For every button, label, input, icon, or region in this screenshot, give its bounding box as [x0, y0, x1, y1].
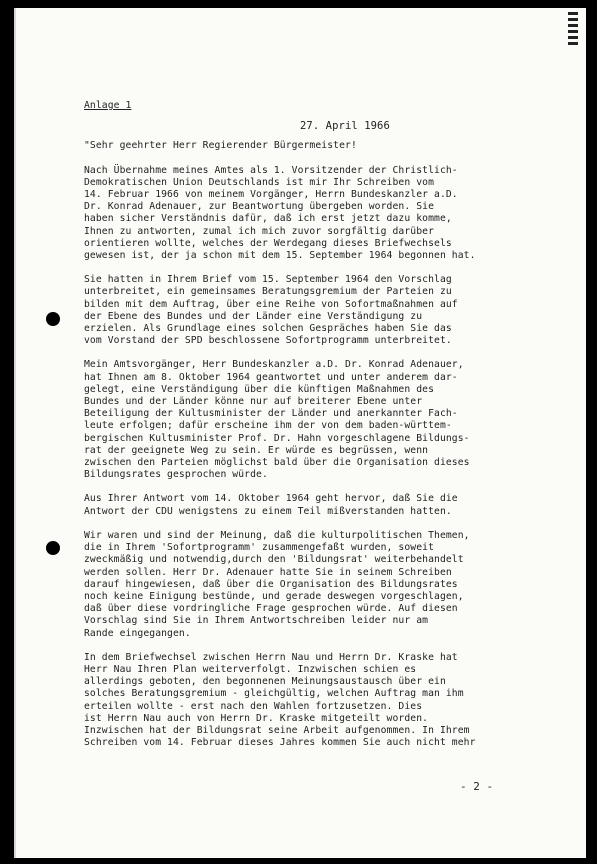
attachment-label: Anlage 1	[84, 100, 132, 111]
page-number: - 2 -	[460, 780, 494, 793]
punch-hole-top	[46, 312, 60, 326]
letter-date: 27. April 1966	[300, 120, 390, 133]
salutation: "Sehr geehrter Herr Regierender Bürgermeister!	[84, 140, 357, 152]
paragraph: Nach Übernahme meines Amtes als 1. Vorsitzender der Christlich- Demokratischen Union Deutschlands ist mir Ihr Schreiben vom 14. Februar 1966 von meinem Vorgänger, Herrn Bundeskanzler a.D. Dr. Konrad Adenauer, zur Beantwortung übergeben worden. Sie haben sicher Verständnis dafür, daß ich erst jetzt dazu komme, Ihnen zu antworten, zumal ich mich zuvor sorgfältig darüber orientieren wollte, welches der Werdegang dieses Briefwechsels gewesen ist, der ja schon mit dem 15. September 1964 begonnen hat.	[84, 164, 476, 262]
paragraph: In dem Briefwechsel zwischen Herrn Nau und Herrn Dr. Kraske hat Herr Nau Ihren Plan weiterverfolgt. Inzwischen schien es allerdings geboten, den begonnenen Meinungsaustausch über ein solches Beratungsgremium - gleichgültig, welchen Auftrag man ihm erteilen wollte - erst nach den Wahlen fortzusetzen. Dies ist Herrn Nau auch von Herrn Dr. Kraske mitgeteilt worden. Inzwischen hat der Bildungsrat seine Arbeit aufgenommen. In Ihrem Schreiben vom 14. Februar dieses Jahres kommen Sie auch nicht mehr	[84, 651, 476, 749]
scan-edge-mark	[568, 12, 578, 46]
paragraph: Aus Ihrer Antwort vom 14. Oktober 1964 geht hervor, daß Sie die Antwort der CDU wenigstens zu einem Teil mißverstanden hatten.	[84, 493, 458, 517]
letter-body	[70, 100, 565, 749]
paragraph: Wir waren und sind der Meinung, daß die kulturpolitischen Themen, die in Ihrem 'Sofortprogramm' zusammengefaßt wurden, soweit zweckmäßig und notwendig,durch den 'Bildungsrat' weiterbehandelt werden sollen. Herr Dr. Adenauer hatte Sie in seinem Schreiben darauf hingewiesen, daß über die Organisation des Bildungsrates noch keine Einigung bestünde, und gerade deswegen vorgeschlagen, daß über diese vordringliche Frage gesprochen würde. Auf diesen Vorschlag sind Sie in Ihrem Antwortschreiben leider nur am Rande eingegangen.	[84, 529, 470, 639]
paragraph: Sie hatten in Ihrem Brief vom 15. September 1964 den Vorschlag unterbreitet, ein gemeinsames Beratungsgremium der Parteien zu bilden mit dem Auftrag, über eine Reihe von Sofortmaßnahmen auf der Ebene des Bundes und der Länder eine Verständigung zu erzielen. Als Grundlage eines solchen Gespräches haben Sie das vom Vorstand der SPD beschlossene Sofortprogramm unterbreitet.	[84, 274, 458, 347]
paragraph: Mein Amtsvorgänger, Herr Bundeskanzler a.D. Dr. Konrad Adenauer, hat Ihnen am 8. Oktober 1964 geantwortet und unter anderem dar- gelegt, eine Verständigung über die künftigen Maßnahmen des Bundes und der Länder könne nur auf breiterer Ebene unter Beteiligung der Kultusminister der Länder und anerkannter Fach- leute erfolgen; dafür erscheine ihm der von dem baden-württem- bergischen Kultusminister Prof. Dr. Hahn vorgeschlagene Bildungs- rat der geeignete Weg zu sein. Er würde es begrüssen, wenn zwischen den Parteien möglichst bald über die Organisation dieses Bildungsrates gesprochen würde.	[84, 359, 470, 481]
punch-hole-bottom	[46, 541, 60, 555]
